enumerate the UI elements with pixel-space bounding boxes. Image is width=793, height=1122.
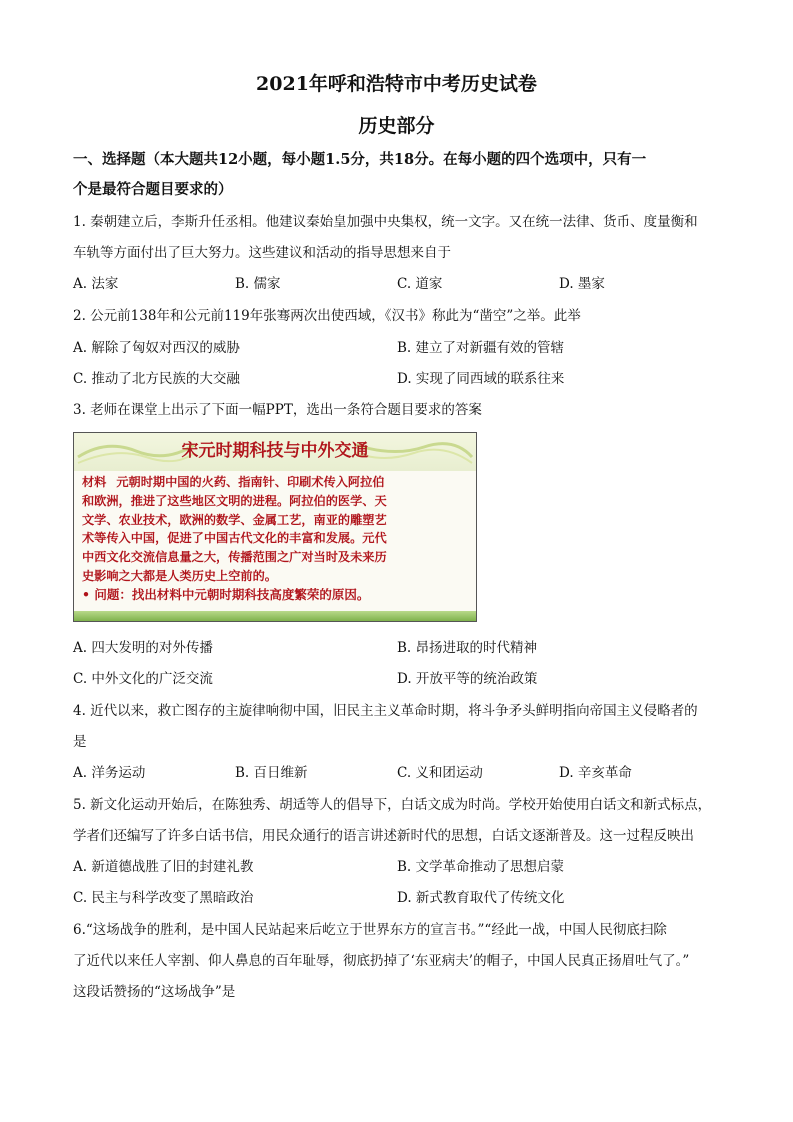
q1-option-b: B. 儒家 <box>235 276 281 292</box>
q3-stem-line1: 3. 老师在课堂上出示了下面一幅PPT，选出一条符合题目要求的答案 <box>73 402 482 418</box>
q2-option-d: D. 实现了同西域的联系往来 <box>397 371 565 387</box>
q4-option-d: D. 辛亥革命 <box>559 765 632 781</box>
ppt-material-label: 材料 <box>82 475 107 489</box>
q1-option-c: C. 道家 <box>397 276 443 292</box>
q3-option-b: B. 昂扬进取的时代精神 <box>397 640 538 656</box>
ppt-material-line3: 文学、农业技术，欧洲的数学、金属工艺，南亚的雕塑艺 <box>82 512 387 527</box>
q1-option-a: A. 法家 <box>73 276 119 292</box>
q4-option-b: B. 百日维新 <box>235 765 308 781</box>
ppt-slide-image <box>73 432 477 622</box>
q5-option-c: C. 民主与科学改变了黑暗政治 <box>73 890 254 906</box>
q6-stem-line2: 了近代以来任人宰割、仰人鼻息的百年耻辱，彻底扔掉了‘东亚病夫’的帽子，中国人民真正扬眉吐气了。” <box>73 953 690 969</box>
ppt-material-line4: 术等传入中国，促进了中国古代文化的丰富和发展。元代 <box>82 531 387 546</box>
ppt-material-line5: 中西文化交流信息量之大，传播范围之广对当时及未来历 <box>82 550 387 565</box>
ppt-material-line1: 材料 元朝时期中国的火药、指南针、印刷术传入阿拉伯 <box>82 475 385 489</box>
q4-stem-line1: 4. 近代以来，救亡图存的主旋律响彻中国，旧民主主义革命时期，将斗争矛头鲜明指向帝国主义侵略者的 <box>73 703 698 719</box>
q1-option-d: D. 墨家 <box>559 276 605 292</box>
q2-stem-line1: 2. 公元前138年和公元前119年张骞两次出使西域，《汉书》称此为“凿空”之举。此举 <box>73 308 581 324</box>
q5-stem-line1: 5. 新文化运动开始后，在陈独秀、胡适等人的倡导下，白话文成为时尚。学校开始使用白话文和新式标点， <box>73 797 712 813</box>
q5-option-b: B. 文学革命推动了思想启蒙 <box>397 859 565 875</box>
q4-option-a: A. 洋务运动 <box>73 765 146 781</box>
q5-stem-line2: 学者们还编写了许多白话书信，用民众通行的语言讲述新时代的思想，白话文逐渐普及。这一过程反映出 <box>73 828 694 844</box>
q3-option-c: C. 中外文化的广泛交流 <box>73 671 213 687</box>
ppt-question: • 问题：找出材料中元朝时期科技高度繁荣的原因。 <box>82 587 370 602</box>
q2-option-c: C. 推动了北方民族的大交融 <box>73 371 240 387</box>
q3-option-a: A. 四大发明的对外传播 <box>73 640 213 656</box>
q2-option-b: B. 建立了对新疆有效的管辖 <box>397 340 565 356</box>
page-subtitle: 历史部分 <box>358 115 435 137</box>
section-heading-line2: 个是最符合题目要求的） <box>73 181 233 198</box>
q6-stem-line1: 6.“这场战争的胜利，是中国人民站起来后屹立于世界东方的宣言书。”“经此一战，中国人民彻底扫除 <box>73 922 667 938</box>
page-title: 2021年呼和浩特市中考历史试卷 <box>256 73 537 95</box>
section-heading-line1: 一、选择题（本大题共12小题，每小题1.5分，共18分。在每小题的四个选项中，只有一 <box>73 151 647 168</box>
q1-stem-line2: 车轨等方面付出了巨大努力。这些建议和活动的指导思想来自于 <box>73 245 451 261</box>
q5-option-a: A. 新道德战胜了旧的封建礼教 <box>73 859 254 875</box>
q6-stem-line3: 这段话赞扬的“这场战争”是 <box>73 984 236 1000</box>
q1-stem-line1: 1. 秦朝建立后，李斯升任丞相。他建议秦始皇加强中央集权，统一文字。又在统一法律、货币、度量衡和 <box>73 214 698 230</box>
ppt-grass-decoration <box>74 611 476 621</box>
ppt-title: 宋元时期科技与中外交通 <box>181 441 369 461</box>
q3-option-d: D. 开放平等的统治政策 <box>397 671 538 687</box>
q4-option-c: C. 义和团运动 <box>397 765 483 781</box>
ppt-material-text <box>82 473 470 586</box>
q4-stem-line2: 是 <box>73 734 87 750</box>
ppt-material-line2: 和欧洲，推进了这些地区文明的进程。阿拉伯的医学、天 <box>82 493 387 508</box>
q5-option-d: D. 新式教育取代了传统文化 <box>397 890 565 906</box>
q2-option-a: A. 解除了匈奴对西汉的威胁 <box>73 340 240 356</box>
ppt-material-line6: 史影响之大都是人类历史上空前的。 <box>82 568 277 583</box>
